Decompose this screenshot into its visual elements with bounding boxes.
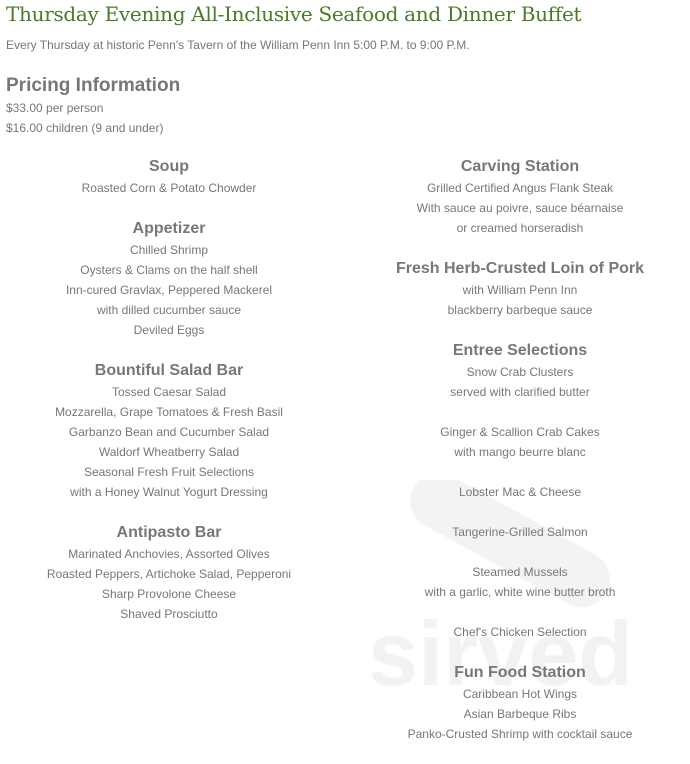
menu-item: Tossed Caesar Salad xyxy=(111,385,227,399)
menu-item: Sharp Provolone Cheese xyxy=(101,587,237,601)
pricing-heading: Pricing Information xyxy=(6,75,181,96)
pricing-section xyxy=(6,74,180,138)
menu-item: Snow Crab Clusters xyxy=(466,365,574,379)
menu-section xyxy=(0,360,338,502)
menu-item: or creamed horseradish xyxy=(456,221,584,235)
menu-item: Chef's Chicken Selection xyxy=(453,625,587,639)
menu-item: with a garlic, white wine butter broth xyxy=(424,585,616,599)
menu-item: Lobster Mac & Cheese xyxy=(458,485,582,499)
menu-item: Oysters & Clams on the half shell xyxy=(80,263,258,277)
menu-item: Steamed Mussels xyxy=(472,565,568,579)
menu-item: Roasted Corn & Potato Chowder xyxy=(81,181,257,195)
menu-item: served with clarified butter xyxy=(450,385,590,399)
menu-item: Grilled Certified Angus Flank Steak xyxy=(426,181,614,195)
menu-item xyxy=(350,462,690,482)
menu-item: Shaved Prosciutto xyxy=(120,607,218,621)
menu-item: blackberry barbeque sauce xyxy=(447,303,593,317)
menu-item: Panko-Crusted Shrimp with cocktail sauce xyxy=(407,727,633,741)
menu-section xyxy=(0,218,338,340)
menu-item: Ginger & Scallion Crab Cakes xyxy=(440,425,600,439)
page-title: Thursday Evening All-Inclusive Seafood and Dinner Buffet xyxy=(6,2,582,26)
menu-item xyxy=(350,402,690,422)
menu-item: Mozzarella, Grape Tomatoes & Fresh Basil xyxy=(55,405,283,419)
menu-section xyxy=(0,522,338,624)
subtitle: Every Thursday at historic Penn's Tavern of the William Penn Inn 5:00 P.M. to 9:00 P.M. xyxy=(6,38,470,52)
menu-item xyxy=(350,542,690,562)
menu-item: With sauce au poivre, sauce béarnaise xyxy=(416,201,624,215)
menu-item xyxy=(350,502,690,522)
menu-section xyxy=(350,156,690,238)
price-child: $16.00 children (9 and under) xyxy=(6,121,164,135)
section-heading: Antipasto Bar xyxy=(116,524,222,541)
menu-item: Asian Barbeque Ribs xyxy=(463,707,577,721)
menu-section xyxy=(0,156,338,198)
menu-item: with mango beurre blanc xyxy=(454,445,586,459)
menu-section xyxy=(350,340,690,642)
section-heading: Appetizer xyxy=(132,220,206,237)
menu-item: Inn-cured Gravlax, Peppered Mackerel xyxy=(65,283,273,297)
menu-item xyxy=(350,602,690,622)
section-heading: Bountiful Salad Bar xyxy=(94,362,244,379)
menu-section xyxy=(350,258,690,320)
menu-item: Caribbean Hot Wings xyxy=(462,687,578,701)
menu-item: Roasted Peppers, Artichoke Salad, Pepperoni xyxy=(46,567,292,581)
menu-item: Deviled Eggs xyxy=(133,323,205,337)
menu-item: Waldorf Wheatberry Salad xyxy=(98,445,240,459)
menu-section xyxy=(350,662,690,744)
menu-column-right xyxy=(350,156,690,764)
price-adult: $33.00 per person xyxy=(6,101,104,115)
section-heading: Entree Selections xyxy=(452,342,588,359)
section-heading: Soup xyxy=(149,158,189,175)
menu-item: Tangerine-Grilled Salmon xyxy=(452,525,588,539)
menu-item: with dilled cucumber sauce xyxy=(96,303,242,317)
menu-item: with a Honey Walnut Yogurt Dressing xyxy=(70,485,268,499)
menu-item: with William Penn Inn xyxy=(462,283,578,297)
menu-item: Marinated Anchovies, Assorted Olives xyxy=(68,547,270,561)
section-heading: Fun Food Station xyxy=(454,664,586,681)
menu-item: Seasonal Fresh Fruit Selections xyxy=(83,465,255,479)
menu-column-left xyxy=(0,156,338,644)
section-heading: Fresh Herb-Crusted Loin of Pork xyxy=(395,260,645,277)
menu-item: Garbanzo Bean and Cucumber Salad xyxy=(68,425,270,439)
menu-item: Chilled Shrimp xyxy=(129,243,209,257)
section-heading: Carving Station xyxy=(460,158,580,175)
